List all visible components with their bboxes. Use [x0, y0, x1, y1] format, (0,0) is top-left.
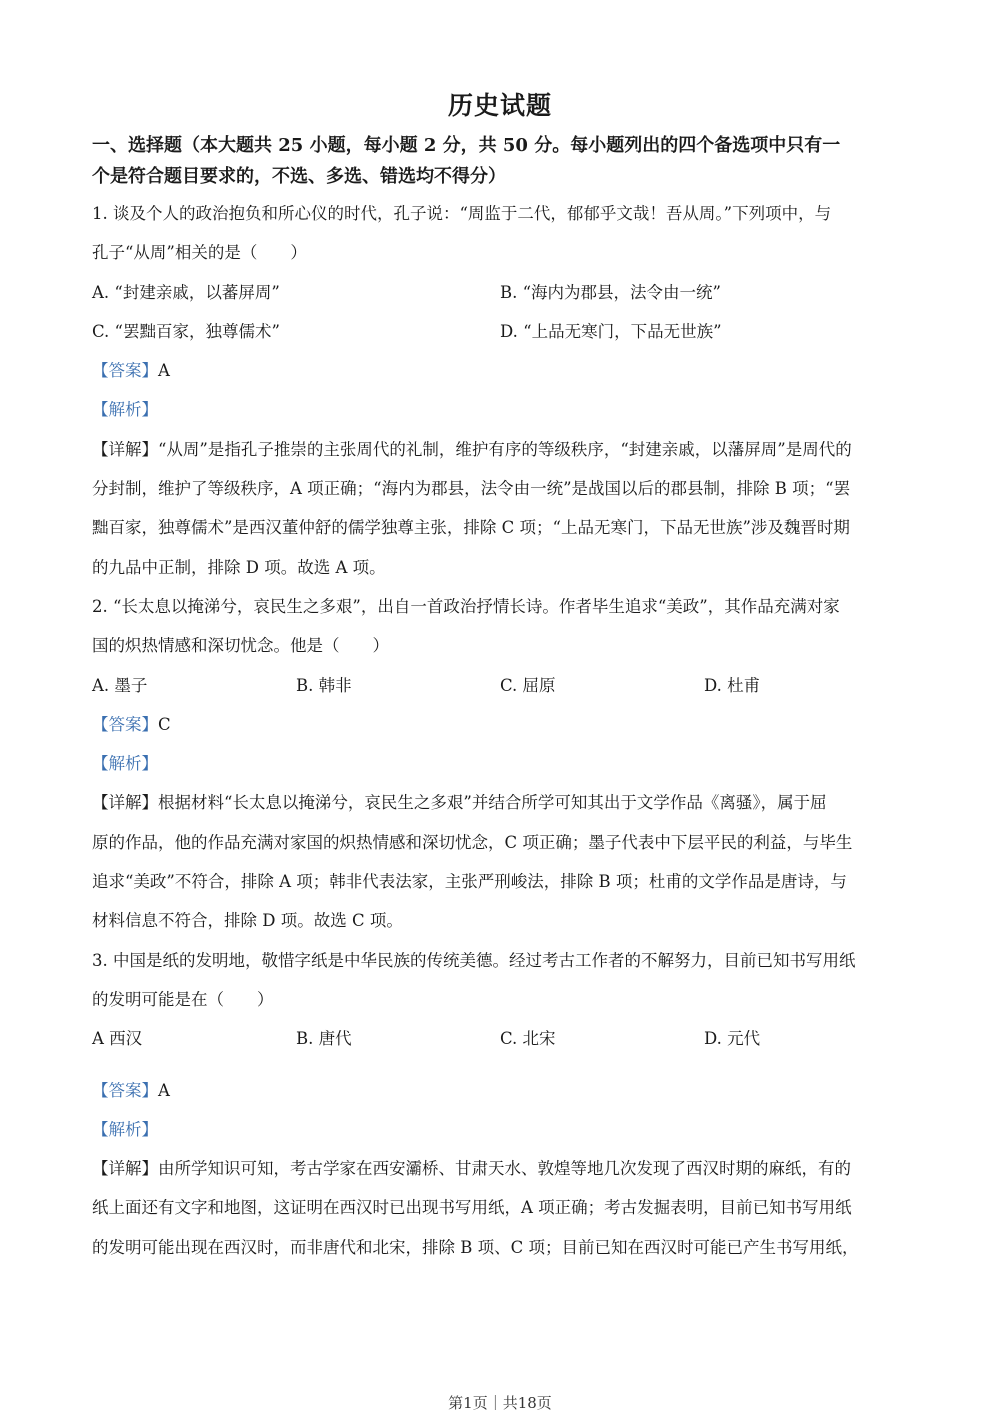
analysis-line	[92, 744, 912, 783]
page-title: 历史试题	[447, 91, 552, 120]
question-list	[92, 194, 912, 1267]
answer-line	[92, 1071, 912, 1110]
option-b: B. 唐代	[296, 1029, 352, 1049]
option-a: A. 墨子	[92, 675, 148, 695]
answer-label: 【答案】	[92, 714, 158, 734]
option-a: A 西汉	[92, 1029, 143, 1049]
answer-line	[92, 705, 912, 744]
detail-text: 的九品中正制，排除 D 项。故选 A 项。	[92, 557, 386, 577]
section-header-line: 一、选择题（本大题共 25 小题，每小题 2 分，共 50 分。每小题列出的四个备选项中只有一	[92, 135, 841, 156]
question-stem: 的发明可能是在（ ）	[92, 989, 274, 1009]
question-stem: 3. 中国是纸的发明地，敬惜字纸是中华民族的传统美德。经过考古工作者的不解努力，目前已知书写用纸	[92, 950, 856, 970]
question-stem: 国的炽热情感和深切忧念。他是（ ）	[92, 636, 389, 656]
question-stem: 2. “长太息以掩涕兮，哀民生之多艰”，出自一首政治抒情长诗。作者毕生追求“美政”，其作品充满对家	[92, 596, 840, 616]
detail-text: 分封制，维护了等级秩序，A 项正确；“海内为郡县，法令由一统”是战国以后的郡县制，排除 B 项；“罢	[92, 479, 851, 499]
option-d: D. “上品无寒门，下品无世族”	[500, 321, 722, 341]
answer-value: C	[158, 714, 171, 734]
option-b: B. “海内为郡县，法令由一统”	[500, 282, 721, 302]
answer-label: 【答案】	[92, 1080, 158, 1100]
detail-label: 【详解】	[92, 439, 158, 459]
spacer	[92, 1059, 912, 1071]
detail-text: 的发明可能出现在西汉时，而非唐代和北宋，排除 B 项、C 项；目前已知在西汉时可能已产生书写用纸，	[92, 1237, 859, 1257]
option-c: C. 屈原	[500, 675, 556, 695]
detail-text: 由所学知识可知，考古学家在西安灞桥、甘肃天水、敦煌等地几次发现了西汉时期的麻纸，有的	[158, 1159, 851, 1179]
options-row	[92, 273, 912, 312]
section-header	[92, 130, 912, 192]
option-c: C. 北宋	[500, 1029, 556, 1049]
options-row	[92, 666, 912, 705]
detail-label: 【详解】	[92, 793, 158, 813]
answer-label: 【答案】	[92, 361, 158, 381]
detail-text: 材料信息不符合，排除 D 项。故选 C 项。	[92, 911, 403, 931]
detail-text: 追求“美政”不符合，排除 A 项；韩非代表法家，主张严刑峻法，排除 B 项；杜甫的文学作品是唐诗，与	[92, 872, 847, 892]
detail-text: 黜百家，独尊儒术”是西汉董仲舒的儒学独尊主张，排除 C 项；“上品无寒门，下品无世族”涉及魏晋时期	[92, 518, 850, 538]
question-stem: 孔子“从周”相关的是（ ）	[92, 243, 307, 263]
answer-value: A	[158, 361, 170, 381]
detail-text: 原的作品，他的作品充满对家国的炽热情感和深切忧念，C 项正确；墨子代表中下层平民的利益，与毕生	[92, 832, 853, 852]
analysis-label: 【解析】	[92, 754, 158, 774]
question-stem: 1. 谈及个人的政治抱负和所心仪的时代，孔子说：“周监于二代，郁郁乎文哉！吾从周。”下列项中，与	[92, 204, 832, 223]
detail-line	[92, 430, 912, 469]
detail-label: 【详解】	[92, 1159, 158, 1179]
option-a: A. “封建亲戚，以蕃屏周”	[92, 282, 280, 302]
detail-line	[92, 1149, 912, 1188]
analysis-line	[92, 1110, 912, 1149]
option-d: D. 元代	[704, 1029, 761, 1049]
detail-text: 根据材料“长太息以掩涕兮，哀民生之多艰”并结合所学可知其出于文学作品《离骚》，属于屈	[158, 793, 827, 813]
option-b: B. 韩非	[296, 675, 352, 695]
section-header-line: 个是符合题目要求的，不选、多选、错选均不得分）	[92, 166, 506, 187]
option-d: D. 杜甫	[704, 675, 761, 695]
options-row	[92, 1019, 912, 1058]
option-c: C. “罢黜百家，独尊儒术”	[92, 321, 280, 341]
answer-line	[92, 351, 912, 390]
detail-line	[92, 783, 912, 822]
options-row	[92, 312, 912, 351]
answer-value: A	[158, 1080, 170, 1100]
analysis-line	[92, 390, 912, 429]
analysis-label: 【解析】	[92, 1119, 158, 1139]
page-footer: 第1页｜共18页	[448, 1394, 552, 1412]
detail-text: 纸上面还有文字和地图，这证明在西汉时已出现书写用纸，A 项正确；考古发掘表明，目前已知书写用纸	[92, 1198, 852, 1218]
detail-text: “从周”是指孔子推崇的主张周代的礼制，维护有序的等级秩序，“封建亲戚，以藩屏周”是周代的	[158, 439, 852, 459]
question-3	[92, 941, 912, 1267]
question-1	[92, 194, 912, 587]
question-2	[92, 587, 912, 941]
analysis-label: 【解析】	[92, 400, 158, 420]
